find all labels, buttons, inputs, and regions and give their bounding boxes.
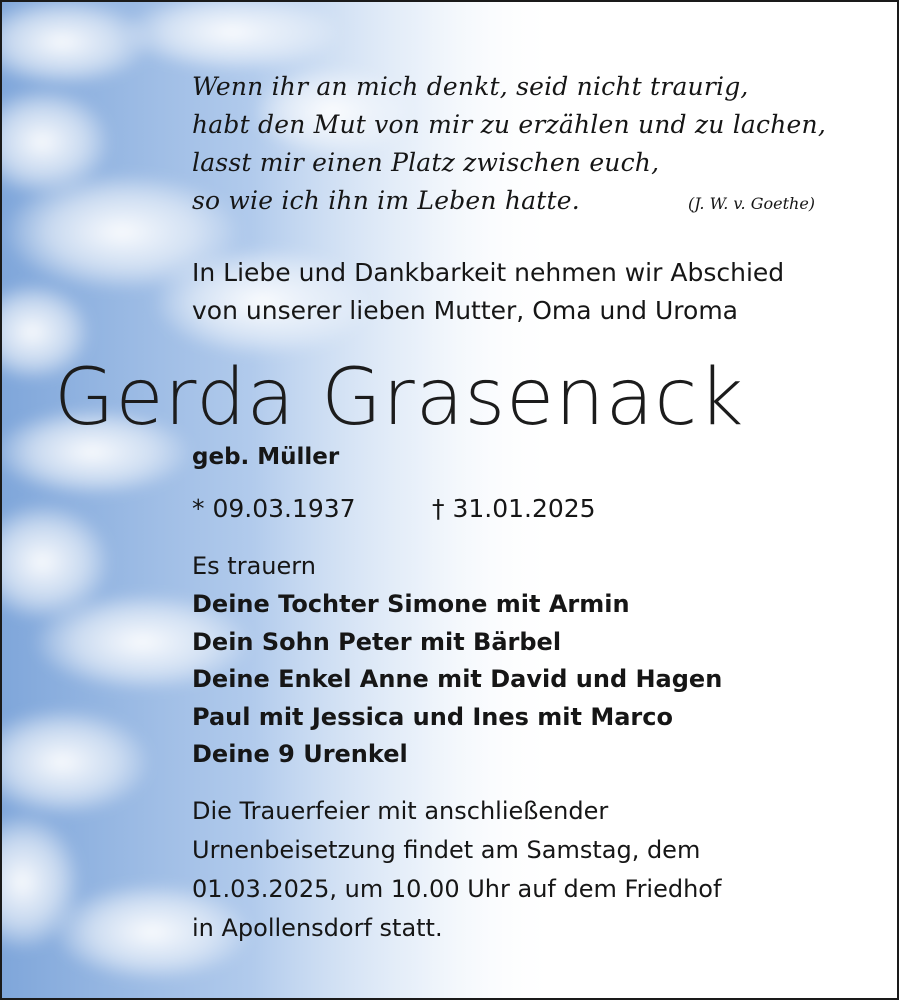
poem-line: habt den Mut von mir zu erzählen und zu lachen, bbox=[192, 110, 826, 139]
poem-line: lasst mir einen Platz zwischen euch, bbox=[192, 148, 660, 177]
birth-date: * 09.03.1937 bbox=[192, 494, 356, 523]
mourner-line: Deine 9 Urenkel bbox=[192, 740, 408, 768]
funeral-line: in Apollensdorf statt. bbox=[192, 914, 443, 942]
mourner-line: Deine Enkel Anne mit David und Hagen bbox=[192, 665, 723, 693]
farewell-intro bbox=[192, 254, 784, 330]
mourners-intro: Es trauern bbox=[192, 552, 316, 580]
poem-line: so wie ich ihn im Leben hatte. bbox=[192, 186, 580, 215]
intro-line: In Liebe und Dankbarkeit nehmen wir Abschied bbox=[192, 258, 785, 287]
mourner-line: Dein Sohn Peter mit Bärbel bbox=[192, 627, 562, 656]
deceased-name: Gerda Grasenack bbox=[54, 353, 745, 443]
funeral-line: Urnenbeisetzung findet am Samstag, dem bbox=[192, 836, 701, 864]
funeral-line: 01.03.2025, um 10.00 Uhr auf dem Friedhof bbox=[192, 875, 722, 903]
poem-attribution: (J. W. v. Goethe) bbox=[688, 194, 816, 213]
maiden-name: geb. Müller bbox=[192, 444, 340, 470]
poem-line: Wenn ihr an mich denkt, seid nicht traurig, bbox=[192, 72, 749, 101]
death-date: † 31.01.2025 bbox=[432, 494, 596, 523]
funeral-details bbox=[192, 792, 721, 948]
mourners-list bbox=[192, 586, 722, 774]
mourner-line: Deine Tochter Simone mit Armin bbox=[192, 590, 630, 618]
mourner-line: Paul mit Jessica und Ines mit Marco bbox=[192, 702, 673, 731]
funeral-line: Die Trauerfeier mit anschließender bbox=[192, 797, 609, 825]
life-dates bbox=[192, 494, 596, 523]
intro-line: von unserer lieben Mutter, Oma und Uroma bbox=[192, 296, 738, 325]
